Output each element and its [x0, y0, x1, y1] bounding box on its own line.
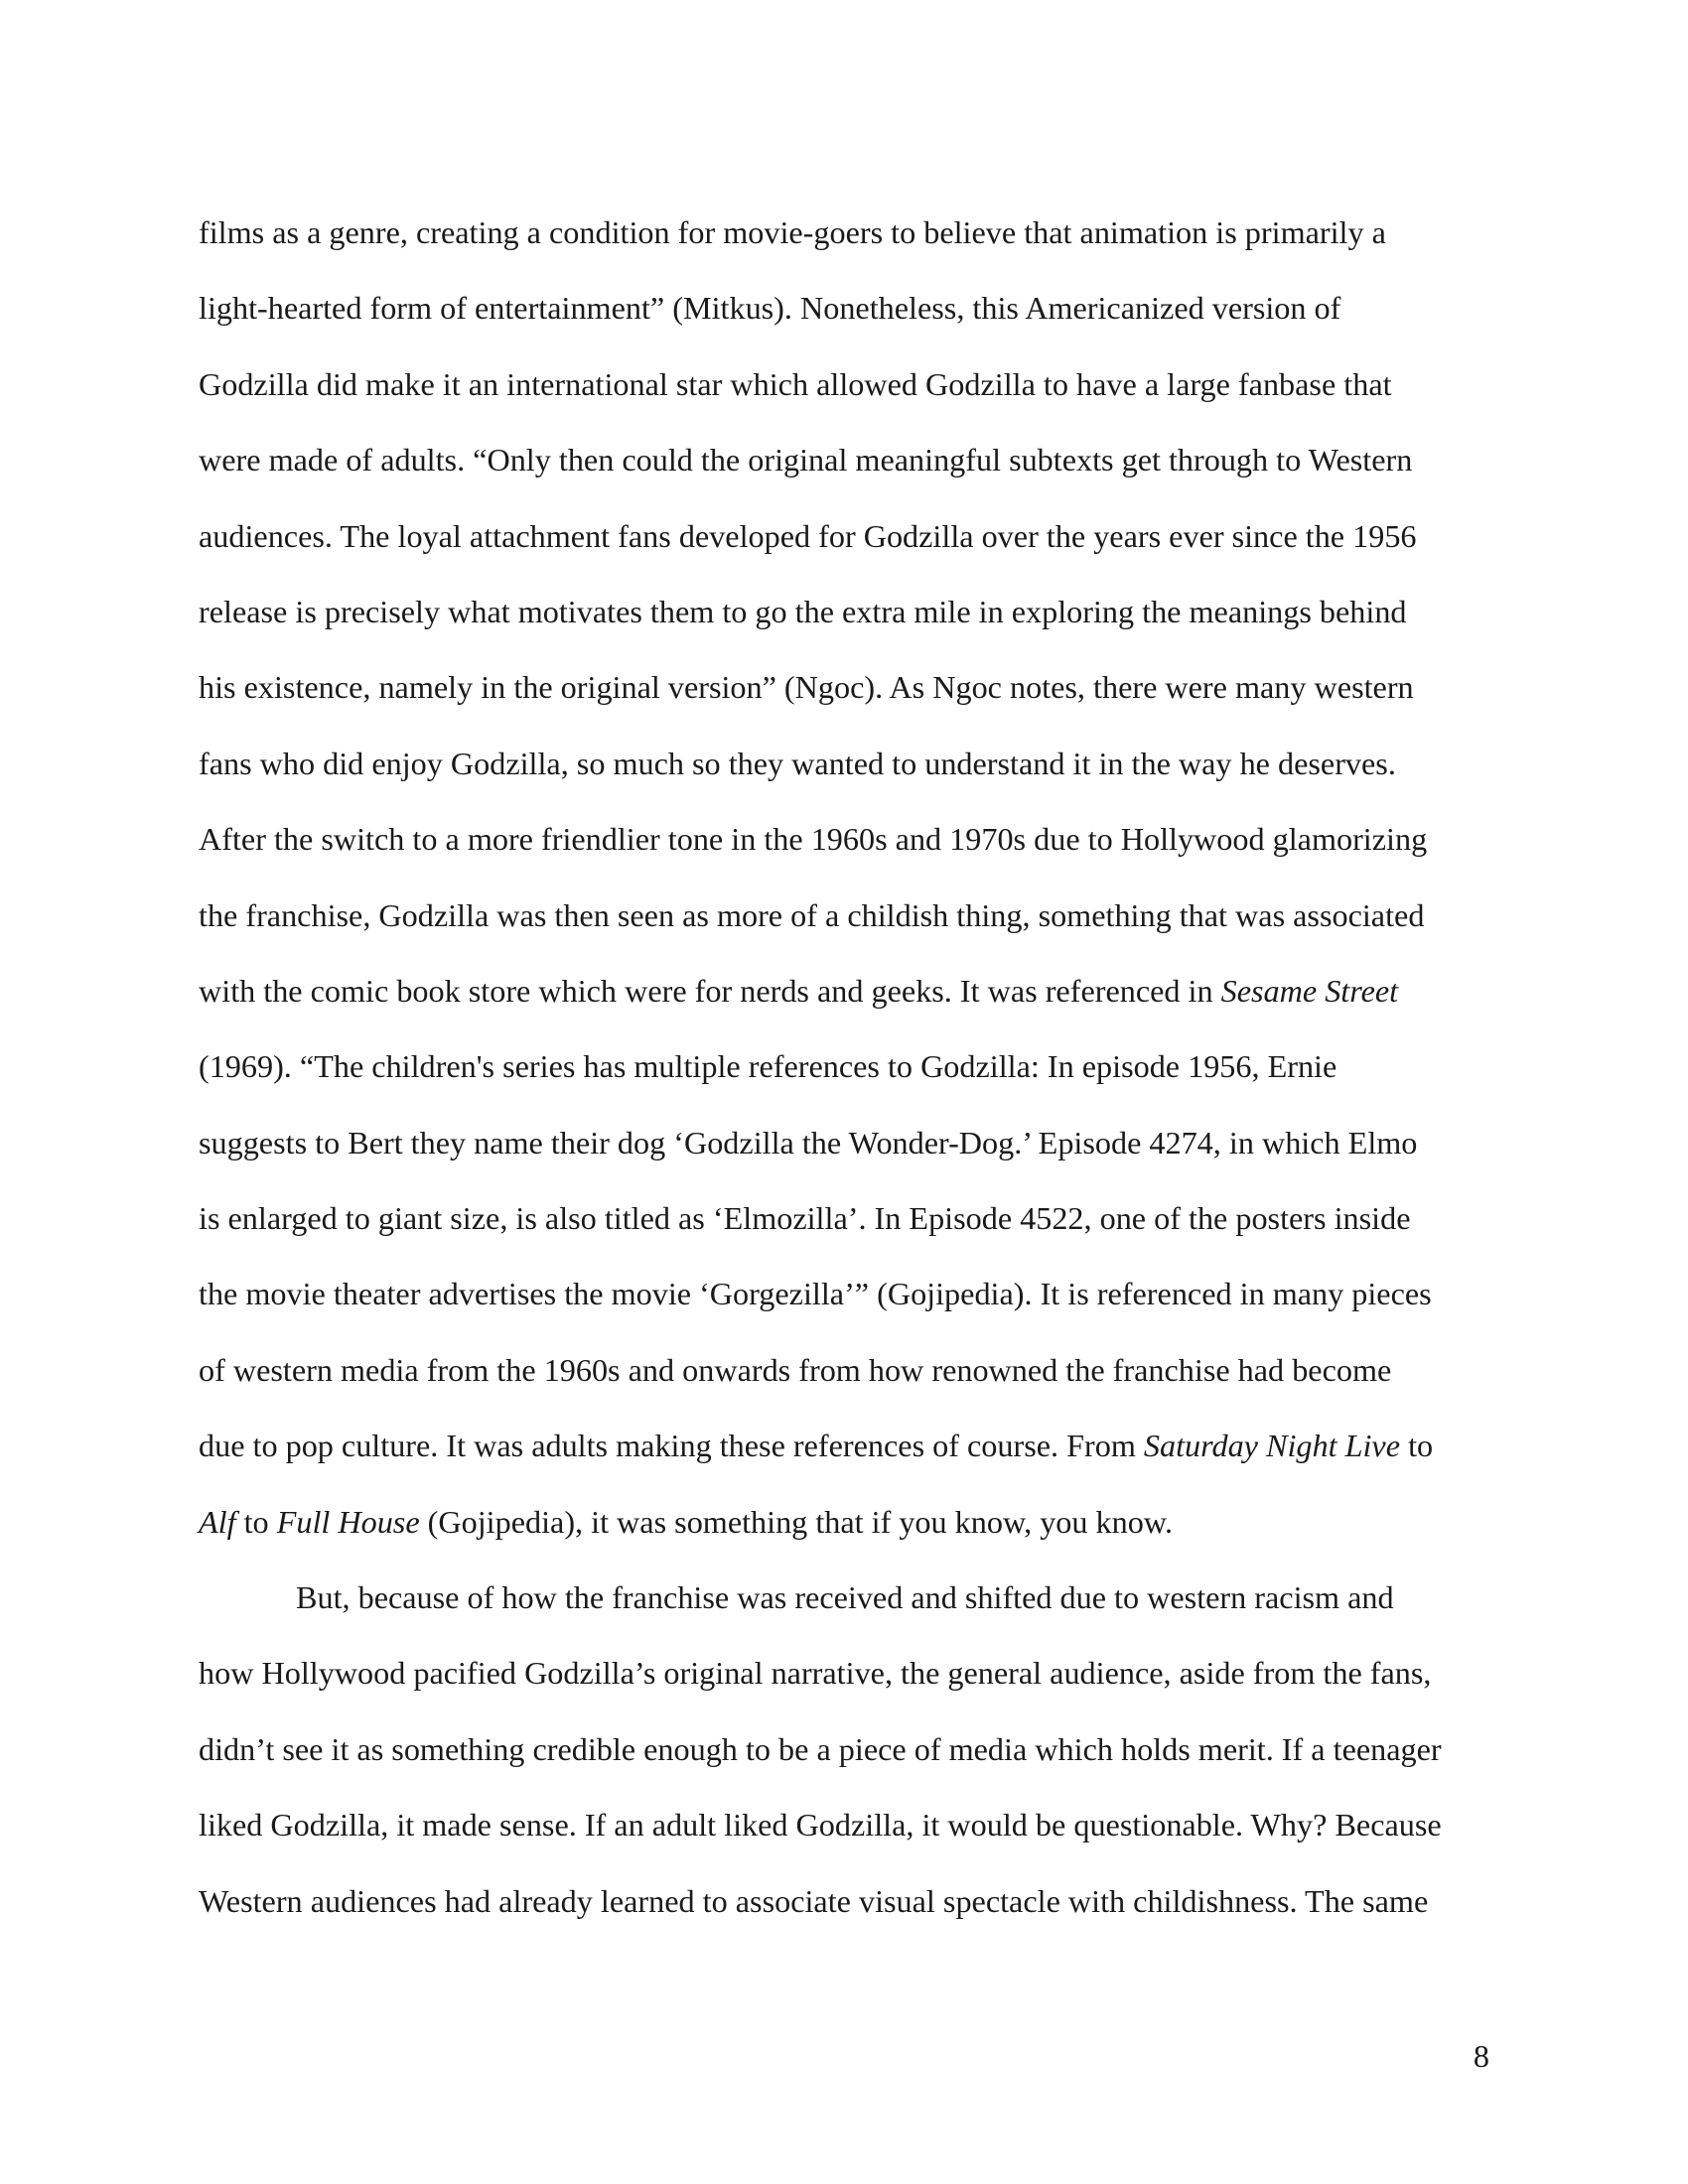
text-segment: is enlarged to giant size, is also titled as ‘Elmozilla’. In Episode 4522, one of the posters inside — [199, 1200, 1411, 1237]
text-line — [199, 270, 1489, 345]
text-segment: due to pop culture. It was adults making these references of course. From — [199, 1428, 1144, 1464]
text-segment: release is precisely what motivates them to go the extra mile in exploring the meanings behind — [199, 593, 1407, 629]
text-line — [199, 801, 1489, 877]
text-line — [199, 422, 1489, 497]
text-segment: to — [235, 1503, 277, 1540]
text-line — [199, 726, 1489, 801]
text-line — [199, 878, 1489, 953]
text-segment: light-hearted form of entertainment” (Mitkus). Nonetheless, this Americanized version of — [199, 290, 1341, 327]
text-line — [199, 953, 1489, 1028]
text-line — [199, 1711, 1489, 1787]
text-line — [199, 1787, 1489, 1862]
text-line — [199, 1105, 1489, 1180]
text-line — [199, 1484, 1489, 1560]
text-segment: After the switch to a more friendlier tone in the 1960s and 1970s due to Hollywood glamorizing — [199, 821, 1428, 858]
text-line — [199, 1180, 1489, 1256]
text-segment: Western audiences had already learned to associate visual spectacle with childishness. The same — [199, 1882, 1429, 1919]
text-segment: of western media from the 1960s and onwards from how renowned the franchise had become — [199, 1351, 1392, 1388]
italic-title: Alf — [199, 1503, 236, 1540]
text-segment: liked Godzilla, it made sense. If an adult liked Godzilla, it would be questionable. Why? Because — [199, 1807, 1442, 1843]
text-segment: his existence, namely in the original version” (Ngoc). As Ngoc notes, there were many western — [199, 669, 1414, 706]
text-line — [199, 649, 1489, 725]
text-segment: didn’t see it as something credible enough to be a piece of media which holds merit. If a teenager — [199, 1730, 1442, 1767]
text-segment: to — [1400, 1428, 1434, 1464]
text-line — [199, 1560, 1489, 1635]
text-line — [199, 1635, 1489, 1710]
text-segment: fans who did enjoy Godzilla, so much so they wanted to understand it in the way he deserves. — [199, 745, 1396, 781]
text-segment: Godzilla did make it an international star which allowed Godzilla to have a large fanbase that — [199, 365, 1392, 402]
text-segment: how Hollywood pacified Godzilla’s original narrative, the general audience, aside from the fans, — [199, 1655, 1432, 1692]
body-text — [199, 195, 1489, 1939]
text-segment: the movie theater advertises the movie ‘Gorgezilla’” (Gojipedia). It is referenced in many pieces — [199, 1276, 1432, 1312]
text-line — [199, 1332, 1489, 1408]
italic-title: Sesame Street — [1220, 972, 1399, 1009]
text-segment: audiences. The loyal attachment fans developed for Godzilla over the years ever since the 1956 — [199, 517, 1417, 554]
italic-title: Full House — [276, 1503, 420, 1540]
text-segment: But, because of how the franchise was received and shifted due to western racism and — [296, 1579, 1394, 1616]
italic-title: Saturday Night Live — [1143, 1428, 1401, 1464]
text-line — [199, 1028, 1489, 1104]
text-line — [199, 1256, 1489, 1331]
text-segment: were made of adults. “Only then could the original meaningful subtexts get through to Western — [199, 442, 1413, 478]
text-line — [199, 574, 1489, 649]
text-line — [199, 498, 1489, 574]
text-line — [199, 346, 1489, 422]
text-segment: (Gojipedia), it was something that if you know, you know. — [419, 1503, 1174, 1540]
text-line — [199, 195, 1489, 270]
text-segment: the franchise, Godzilla was then seen as more of a childish thing, something that was associated — [199, 896, 1425, 933]
text-segment: with the comic book store which were for nerds and geeks. It was referenced in — [199, 972, 1221, 1009]
text-line — [199, 1863, 1489, 1939]
text-line — [199, 1408, 1489, 1483]
text-segment: films as a genre, creating a condition for movie-goers to believe that animation is primarily a — [199, 214, 1386, 250]
page-number: 8 — [1473, 2038, 1489, 2074]
text-segment: suggests to Bert they name their dog ‘Godzilla the Wonder-Dog.’ Episode 4274, in which Elmo — [199, 1124, 1418, 1160]
text-segment: (1969). “The children's series has multiple references to Godzilla: In episode 1956, Ernie — [199, 1048, 1337, 1085]
